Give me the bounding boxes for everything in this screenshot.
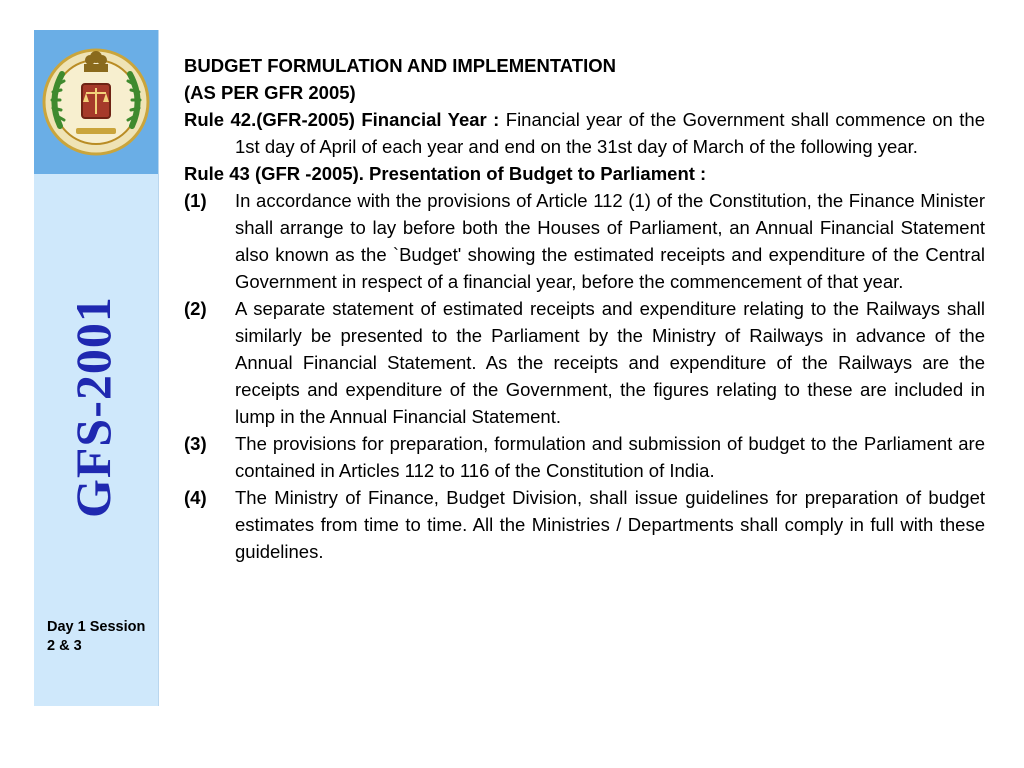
session-label: Day 1 Session 2 & 3 <box>47 619 146 654</box>
heading-subtitle: (AS PER GFR 2005) <box>184 82 356 103</box>
sidebar-title: GFS-2001 <box>65 296 121 518</box>
logo-box <box>34 30 158 174</box>
rule-42 <box>184 106 985 160</box>
sidebar <box>34 30 159 706</box>
list-item <box>184 430 985 484</box>
item-text: The provisions for preparation, formulation and submission of budget to the Parliament are contained in Articles 112 to 116 of the Constitution of India. <box>235 433 985 481</box>
list-item <box>184 295 985 430</box>
heading-title: BUDGET FORMULATION AND IMPLEMENTATION <box>184 55 616 76</box>
emblem-seal-icon <box>34 30 158 174</box>
rule-42-text: Financial year of the Government shall commence on the 1st day of April of each year and end on the 31st day of March of the following year. <box>235 109 985 157</box>
item-number: (2) <box>184 298 207 319</box>
list-item <box>184 187 985 295</box>
main-content <box>184 52 985 565</box>
item-text: A separate statement of estimated receipts and expenditure relating to the Railways shall similarly be presented to the Parliament by the Ministry of Railways in advance of the Annual Financial Statement. As the receipts and expenditure of the Railways are the receipts and expenditure of the Government, the figures relating to these are included in lump in the Annual Financial Statement. <box>235 298 985 427</box>
item-number: (4) <box>184 487 207 508</box>
item-number: (1) <box>184 190 207 211</box>
list-item <box>184 484 985 565</box>
rule-42-label: Rule 42.(GFR-2005) Financial Year : <box>184 109 500 130</box>
item-text: The Ministry of Finance, Budget Division, shall issue guidelines for preparation of budget estimates from time to time. All the Ministries / Departments shall comply in full with these guidelines. <box>235 487 985 562</box>
item-number: (3) <box>184 433 207 454</box>
item-text: In accordance with the provisions of Article 112 (1) of the Constitution, the Finance Minister shall arrange to lay before both the Houses of Parliament, an Annual Financial Statement also known as the `Budget' showing the estimated receipts and expenditure of the Central Government in respect of a financial year, before the commencement of that year. <box>235 190 985 292</box>
rule-43-heading: Rule 43 (GFR -2005). Presentation of Budget to Parliament : <box>184 163 707 184</box>
